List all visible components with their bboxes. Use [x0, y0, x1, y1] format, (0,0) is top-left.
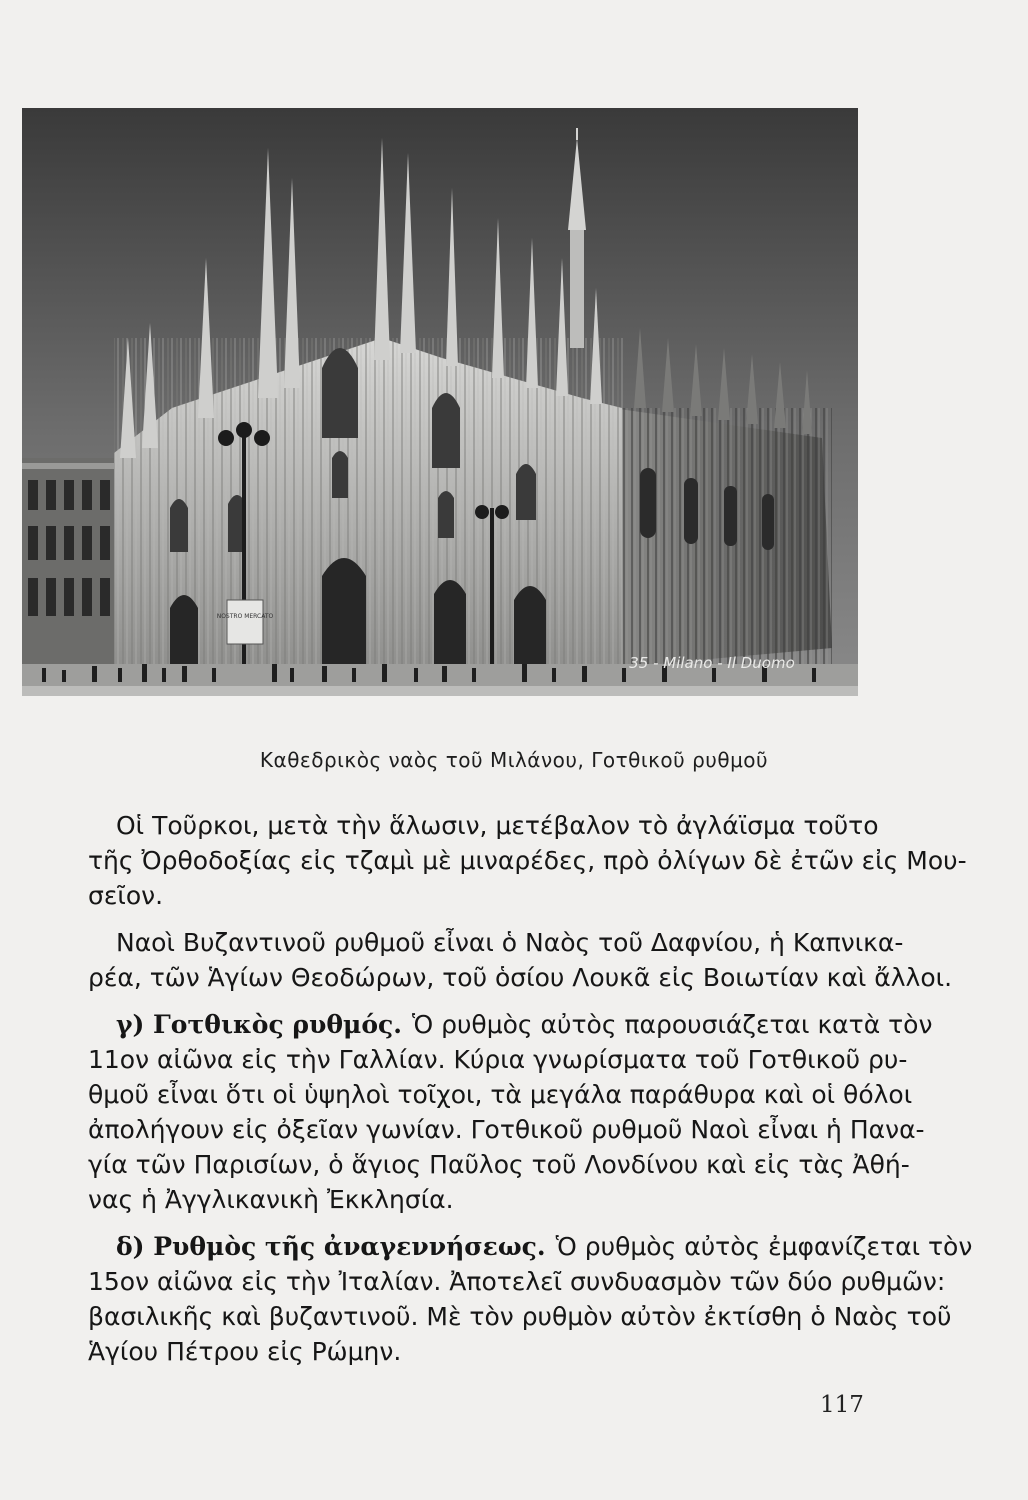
text-line: [88, 1147, 910, 1182]
paragraph: [88, 1229, 973, 1369]
line-text: ρέα, τῶν Ἁγίων Θεοδώρων, τοῦ ὁσίου Λουκᾶ εἰς Βοιωτίαν καὶ ἄλλοι.: [88, 963, 953, 992]
photo-caption: Καθεδρικὸς ναὸς τοῦ Μιλάνου, Γοτθικοῦ ρυθμοῦ: [259, 748, 769, 772]
text-line: [88, 1334, 870, 1369]
section-heading: γ) Γοτθικὸς ρυθμός.: [116, 1010, 402, 1039]
text-line: [88, 1182, 870, 1217]
line-text: Ὁ ρυθμὸς αὐτὸς παρουσιάζεται κατὰ τὸν: [411, 1010, 933, 1039]
paragraph: [88, 808, 967, 913]
section-heading: δ) Ρυθμὸς τῆς ἀναγεννήσεως.: [116, 1232, 546, 1261]
line-text: 11ον αἰῶνα εἰς τὴν Γαλλίαν. Κύρια γνωρίσματα τοῦ Γοτθικοῦ ρυ-: [88, 1045, 908, 1074]
line-text: Ἁγίου Πέτρου εἰς Ρώμην.: [88, 1337, 402, 1366]
line-text: θμοῦ εἶναι ὅτι οἱ ὑψηλοὶ τοῖχοι, τὰ μεγάλα παράθυρα καὶ οἱ θόλοι: [88, 1080, 913, 1109]
line-text: Ναοὶ Βυζαντινοῦ ρυθμοῦ εἶναι ὁ Ναὸς τοῦ Δαφνίου, ἡ Καπνικα-: [116, 928, 904, 957]
line-text: τῆς Ὀρθοδοξίας εἰς τζαμὶ μὲ μιναρέδες, πρὸ ὀλίγων δὲ ἐτῶν εἰς Μου-: [88, 846, 967, 875]
text-line: [88, 808, 879, 843]
paragraph: [88, 1007, 933, 1217]
photo-stamp-text: 35 - Milano - Il Duomo: [629, 654, 795, 672]
line-text: ἀπολήγουν εἰς ὀξεῖαν γωνίαν. Γοτθικοῦ ρυθμοῦ Ναοὶ εἶναι ἡ Πανα-: [88, 1115, 925, 1144]
page-number: 117: [820, 1392, 864, 1418]
text-line: [88, 1264, 946, 1299]
cathedral-illustration: [22, 108, 858, 696]
text-line: [88, 1112, 925, 1147]
text-line: [88, 1042, 908, 1077]
body-text: [88, 808, 973, 1381]
text-line: [88, 1299, 952, 1334]
sign-text: NOSTRO MERCATO: [216, 613, 274, 620]
line-text: 15ον αἰῶνα εἰς τὴν Ἰταλίαν. Ἀποτελεῖ συνδυασμὸν τῶν δύο ρυθμῶν:: [88, 1267, 946, 1296]
line-text: σεῖον.: [88, 881, 164, 910]
cathedral-photo: [22, 108, 858, 696]
line-text: γία τῶν Παρισίων, ὁ ἅγιος Παῦλος τοῦ Λονδίνου καὶ εἰς τὰς Ἀθή-: [88, 1150, 910, 1179]
line-text: Οἱ Τοῦρκοι, μετὰ τὴν ἅλωσιν, μετέβαλον τὸ ἀγλάϊσμα τοῦτο: [116, 811, 879, 840]
line-text: Ὁ ρυθμὸς αὐτὸς ἐμφανίζεται τὸν: [555, 1232, 973, 1261]
text-line: [88, 1229, 973, 1264]
text-line: [88, 925, 904, 960]
text-line: [88, 1077, 913, 1112]
line-text: νας ἡ Ἀγγλικανικὴ Ἐκκλησία.: [88, 1185, 454, 1214]
paragraph: [88, 925, 953, 995]
text-line: [88, 960, 953, 995]
text-line: [88, 1007, 933, 1042]
text-line: [88, 843, 967, 878]
line-text: βασιλικῆς καὶ βυζαντινοῦ. Μὲ τὸν ρυθμὸν αὐτὸν ἐκτίσθη ὁ Ναὸς τοῦ: [88, 1302, 952, 1331]
text-line: [88, 878, 870, 913]
